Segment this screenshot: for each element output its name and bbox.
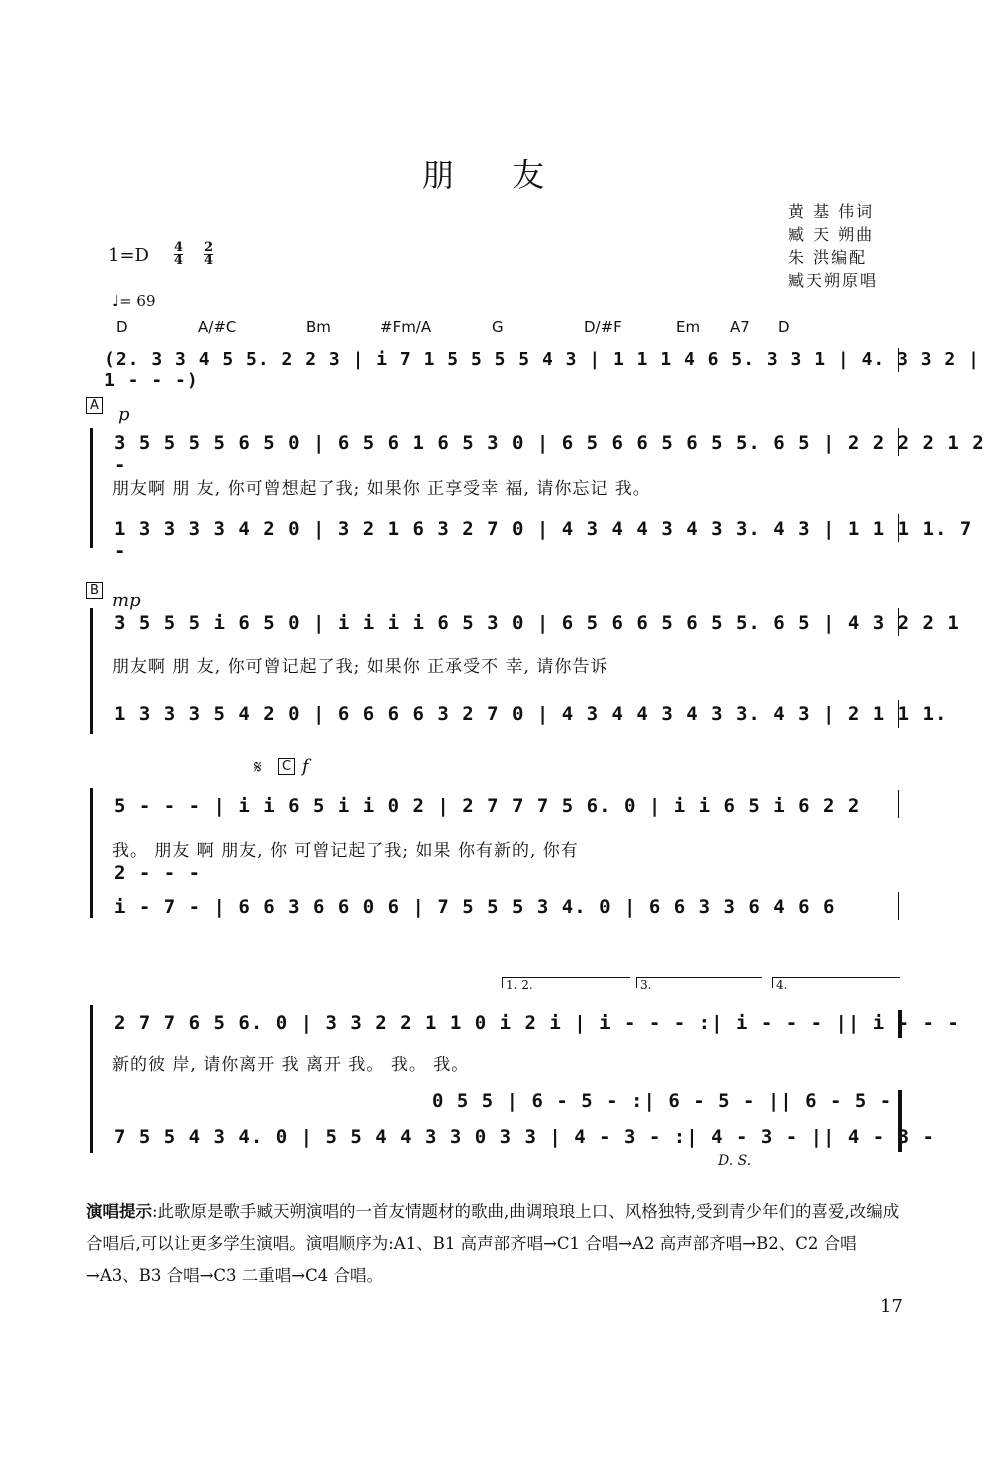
chord-symbol: D/#F xyxy=(584,318,622,336)
tips-label: 演唱提示 xyxy=(86,1202,152,1221)
system-bracket xyxy=(90,788,93,918)
lyrics-line: 朋友啊 朋 友, 你可曾记起了我; 如果你 正承受不 幸, 请你告诉 xyxy=(112,657,609,677)
barline xyxy=(898,790,899,818)
system-bracket xyxy=(90,1005,93,1153)
chord-symbol: A7 xyxy=(730,318,750,336)
composer: 臧 天 朔曲 xyxy=(788,225,875,244)
chord-symbol: Bm xyxy=(306,318,331,336)
barline xyxy=(898,700,899,728)
dynamic-marking: p xyxy=(118,404,130,425)
credits xyxy=(788,200,878,292)
final-barline xyxy=(898,1010,902,1038)
barline xyxy=(898,514,899,542)
upper-voice-notation: 2 7 7 6 5 6. 0 | 3 3 2 2 1 1 0 i 2 i | i - - - :| i - - - || i - - - xyxy=(114,1012,960,1034)
barline xyxy=(898,608,899,636)
chord-symbol: D xyxy=(778,318,790,336)
dal-segno-marking: D. S. xyxy=(718,1153,752,1169)
dynamic-marking: f xyxy=(302,756,309,777)
arranger: 朱 洪编配 xyxy=(788,248,868,267)
tempo-marking: ♩= 69 xyxy=(112,292,156,310)
lyrics-line: 新的彼 岸, 请你离开 我 离开 我。 我。 我。 xyxy=(112,1055,470,1075)
upper-voice-notation: 3 5 5 5 5 6 5 0 | 6 5 6 1 6 5 3 0 | 6 5 6 6 5 6 5 5. 6 5 | 2 2 2 2 1 2 - xyxy=(114,432,985,476)
lyrics-line: 我。 朋友 啊 朋友, 你 可曾记起了我; 如果 你有新的, 你有 xyxy=(112,841,579,861)
lower-voice-notation: 1 3 3 3 5 4 2 0 | 6 6 6 6 3 2 7 0 | 4 3 4 4 3 4 3 3. 4 3 | 2 1 1 1. xyxy=(114,703,948,725)
barline xyxy=(898,428,899,456)
section-label-b: B xyxy=(86,582,103,599)
lyricist: 黄 基 伟词 xyxy=(788,202,875,221)
lower-voice-top-notation: 2 - - - xyxy=(114,862,202,884)
final-barline xyxy=(898,1090,902,1152)
lyrics-line: 朋友啊 朋 友, 你可曾想起了我; 如果你 正享受幸 福, 请你忘记 我。 xyxy=(112,479,651,499)
lower-voice-notation: 7 5 5 4 3 4. 0 | 5 5 4 4 3 3 0 3 3 | 4 - 3 - :| 4 - 3 - || 4 - 3 - xyxy=(114,1126,935,1148)
lower-voice-top-notation: 0 5 5 | 6 - 5 - :| 6 - 5 - || 6 - 5 - xyxy=(432,1090,893,1112)
upper-voice-notation: 5 - - - | i i 6 5 i i 0 2 | 2 7 7 7 5 6. 0 | i i 6 5 i 6 2 2 xyxy=(114,795,861,817)
volta-bracket-4: 4. xyxy=(772,977,900,988)
volta-bracket-3: 3. xyxy=(636,977,762,988)
chord-symbol: D xyxy=(116,318,128,336)
barline xyxy=(898,348,899,372)
system-bracket xyxy=(90,428,93,548)
chord-symbol: A/#C xyxy=(198,318,237,336)
key-signature: 1=D xyxy=(108,245,149,266)
chord-symbol: G xyxy=(492,318,504,336)
page-number: 17 xyxy=(880,1296,903,1317)
original-singer: 臧天朔原唱 xyxy=(788,271,879,290)
performance-tips xyxy=(86,1196,906,1292)
chord-symbol: #Fm/A xyxy=(380,318,432,336)
song-title: 朋 友 xyxy=(421,156,569,194)
lower-voice-notation: i - 7 - | 6 6 3 6 6 0 6 | 7 5 5 5 3 4. 0 | 6 6 3 3 6 4 6 6 xyxy=(114,896,836,918)
time-signature-1: 4 4 xyxy=(174,240,184,268)
upper-voice-notation: 3 5 5 5 i 6 5 0 | i i i i 6 5 3 0 | 6 5 6 6 5 6 5 5. 6 5 | 4 3 2 2 1 xyxy=(114,612,960,634)
dynamic-marking: mp xyxy=(112,590,141,611)
lower-voice-notation: 1 3 3 3 3 4 2 0 | 3 2 1 6 3 2 7 0 | 4 3 4 4 3 4 3 3. 4 3 | 1 1 1 1. 7 - xyxy=(114,518,973,562)
segno-sign: 𝄋 xyxy=(254,757,262,778)
barline xyxy=(898,892,899,920)
time-signature-2: 2 4 xyxy=(204,240,214,268)
volta-bracket-1-2: 1. 2. xyxy=(502,977,630,988)
section-label-c: C xyxy=(278,758,295,775)
intro-notation: (2. 3 3 4 5 5. 2 2 3 | i 7 1 5 5 5 5 4 3 | 1 1 1 4 6 5. 3 3 1 | 4. 3 3 2 | 1 - - -) xyxy=(104,349,980,391)
section-label-a: A xyxy=(86,397,103,414)
system-bracket xyxy=(90,608,93,734)
chord-symbol: Em xyxy=(676,318,701,336)
tips-text: :此歌原是歌手臧天朔演唱的一首友情题材的歌曲,曲调琅琅上口、风格独特,受到青少年们的喜爱,改编成合唱后,可以让更多学生演唱。演唱顺序为:A1、B1 高声部齐唱→C1 合唱→A2 高声部齐唱→B2、C2 合唱→A3、B3 合唱→C3 二重唱→C4 合唱。 xyxy=(86,1202,900,1285)
